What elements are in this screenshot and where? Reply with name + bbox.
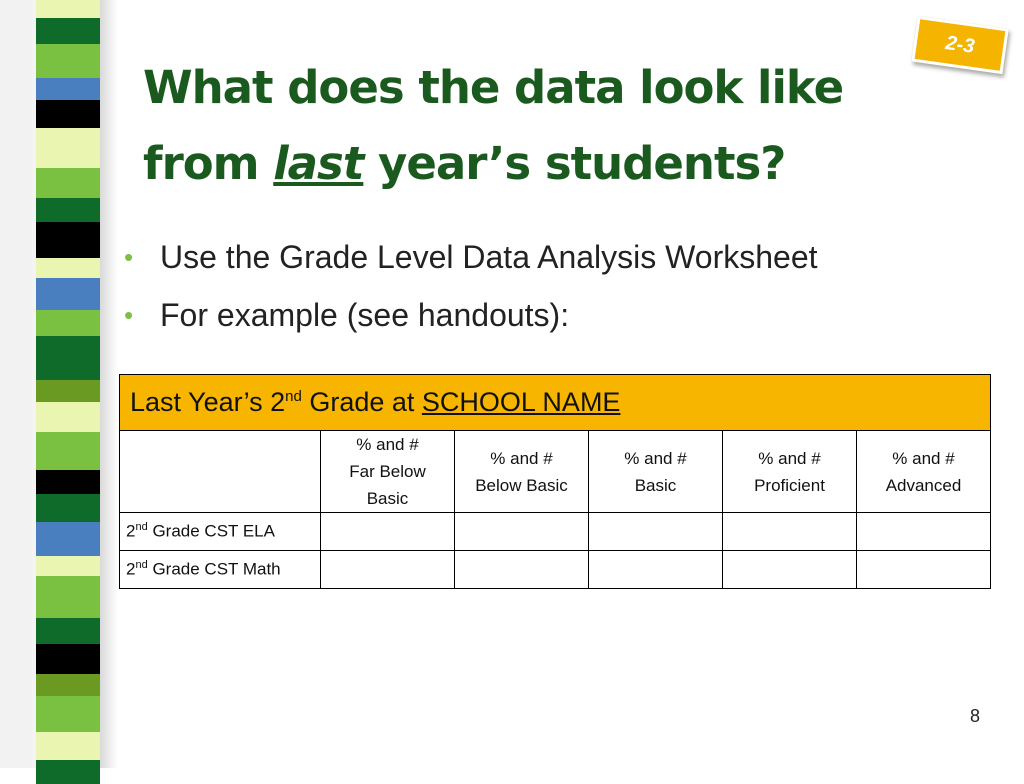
- column-header-row: [120, 431, 991, 513]
- row-num: 2: [126, 559, 136, 579]
- table-row: [120, 551, 991, 589]
- stripe-segment: [36, 470, 100, 494]
- header-prefix: Last Year’s 2: [130, 387, 286, 417]
- stripe-segment: [36, 402, 100, 432]
- title-emphasis: last: [273, 137, 364, 190]
- col-text: % and #: [758, 448, 821, 468]
- row-text: Grade CST Math: [147, 559, 281, 579]
- stripe-segment: [36, 618, 100, 644]
- col-far-below-basic: [321, 431, 455, 513]
- stripe-segment: [36, 432, 100, 470]
- data-table: [119, 374, 991, 589]
- row-label: [120, 551, 321, 589]
- stripe-segment: [36, 494, 100, 522]
- blank-corner-cell: [120, 431, 321, 513]
- col-text: % and #: [490, 448, 553, 468]
- stripe-segment: [36, 222, 100, 258]
- row-sup: nd: [135, 559, 148, 572]
- stripe-segment: [36, 310, 100, 336]
- title-suffix: year’s students?: [363, 137, 786, 190]
- col-below-basic: [455, 431, 589, 513]
- table-cell: [321, 551, 455, 589]
- stripe-segment: [36, 278, 100, 310]
- stripe-segment: [36, 380, 100, 402]
- title-line-2: [143, 126, 943, 202]
- bullet-item: [124, 286, 818, 344]
- page-number: 8: [970, 706, 981, 726]
- stripe-segment: [36, 760, 100, 784]
- row-text: Grade CST ELA: [147, 521, 275, 541]
- col-text: Proficient: [754, 475, 825, 495]
- table-cell: [857, 513, 991, 551]
- col-basic: [589, 431, 723, 513]
- bullet-text: For example (see handouts):: [160, 297, 570, 333]
- bullet-item: [124, 228, 818, 286]
- stripe-segment: [36, 168, 100, 198]
- title-line-1: What does the data look like: [143, 61, 844, 114]
- col-text: Far Below: [349, 462, 426, 481]
- school-name: SCHOOL NAME: [421, 387, 621, 417]
- table-header-row: [120, 375, 991, 431]
- stripe-segment: [36, 100, 100, 128]
- header-sup: nd: [285, 388, 302, 405]
- title-prefix: from: [143, 137, 274, 190]
- stripe-segment: [36, 732, 100, 760]
- row-num: 2: [126, 521, 136, 541]
- col-text: Advanced: [885, 475, 962, 495]
- table-cell: [723, 551, 857, 589]
- stripe-segment: [36, 78, 100, 100]
- bullet-icon: •: [124, 300, 134, 330]
- col-text: % and #: [356, 435, 419, 454]
- decorative-stripe: [0, 0, 118, 768]
- table-cell: [455, 551, 589, 589]
- col-advanced: [857, 431, 991, 513]
- bullet-list: [124, 228, 818, 344]
- stripe-segment: [36, 696, 100, 732]
- stripe-segment: [36, 18, 100, 44]
- stripe-segment: [36, 522, 100, 556]
- stripe-segment: [36, 0, 100, 18]
- slide-title: [143, 50, 943, 202]
- stripe-segment: [36, 128, 100, 168]
- stripe-segment: [36, 556, 100, 576]
- table-cell: [455, 513, 589, 551]
- col-text: % and #: [624, 448, 687, 468]
- table-row: [120, 513, 991, 551]
- bullet-icon: •: [124, 242, 134, 272]
- col-text: Basic: [634, 475, 677, 495]
- header-mid: Grade at: [301, 387, 422, 417]
- stripe-segment: [36, 336, 100, 380]
- table-cell: [857, 551, 991, 589]
- row-sup: nd: [135, 521, 148, 534]
- col-text: Below Basic: [475, 475, 568, 495]
- stripe-segment: [36, 644, 100, 674]
- stripe-segment: [36, 258, 100, 278]
- table-title: [120, 375, 991, 431]
- row-label: [120, 513, 321, 551]
- col-text: % and #: [892, 448, 955, 468]
- stripe-segment: [36, 674, 100, 696]
- badge-label: 2-3: [944, 32, 976, 58]
- table-cell: [321, 513, 455, 551]
- table-cell: [723, 513, 857, 551]
- col-text: Basic: [366, 489, 409, 508]
- col-proficient: [723, 431, 857, 513]
- bullet-text: Use the Grade Level Data Analysis Worksheet: [160, 239, 818, 275]
- table-cell: [589, 513, 723, 551]
- table-cell: [589, 551, 723, 589]
- stripe-segment: [36, 198, 100, 222]
- stripe-segment: [36, 44, 100, 78]
- stripe-segment: [36, 576, 100, 618]
